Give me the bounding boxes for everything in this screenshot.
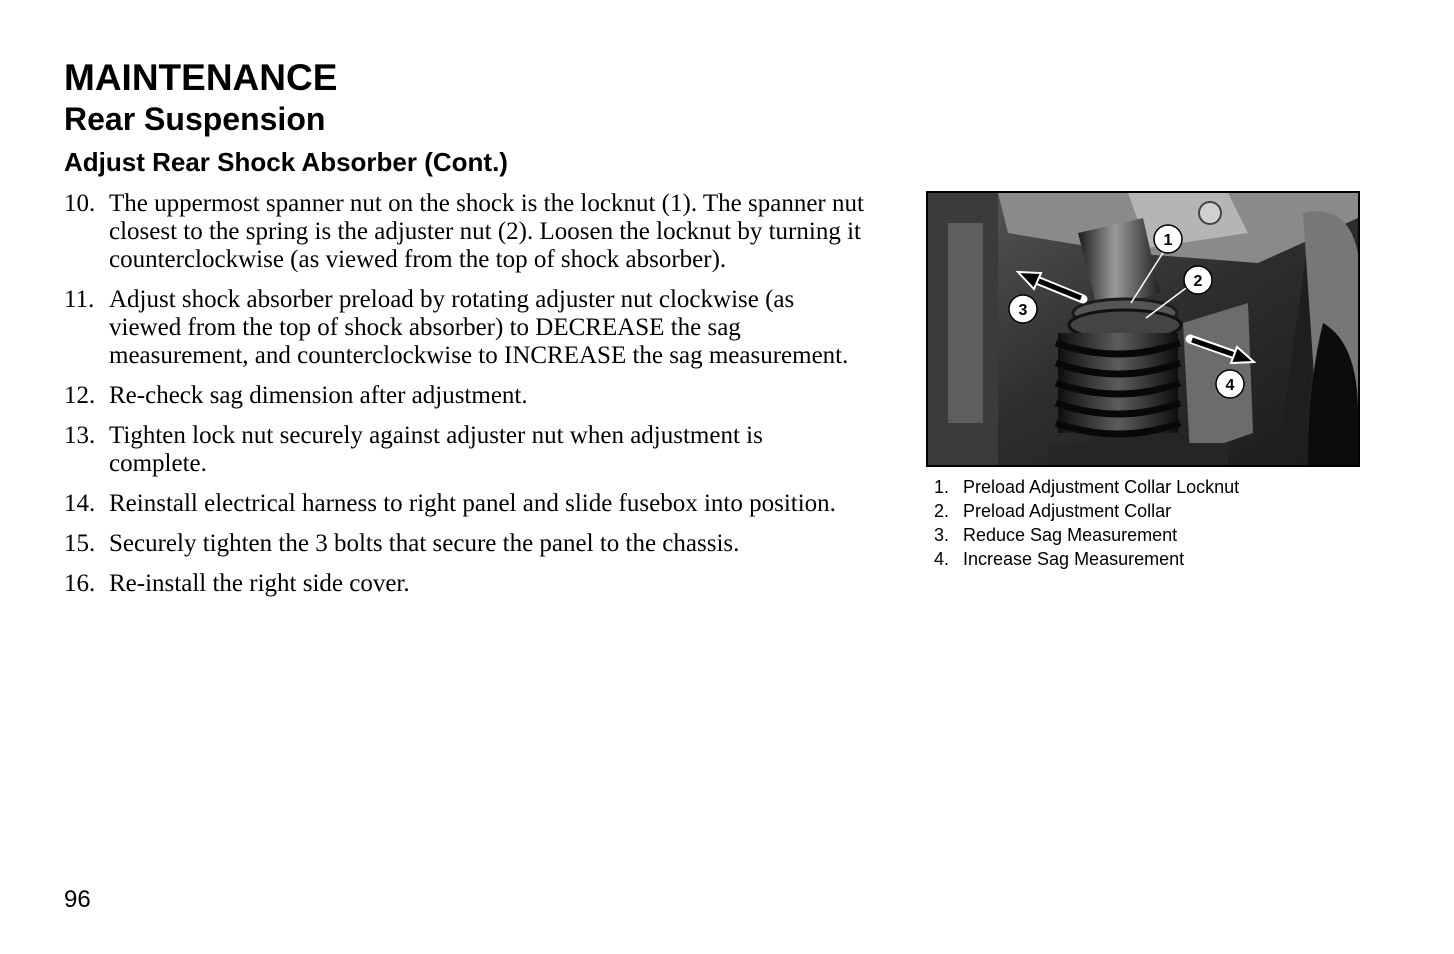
- step-item: [64, 286, 864, 370]
- legend-item: [934, 499, 1239, 523]
- legend-number: 2.: [934, 501, 950, 521]
- shock-absorber-photo: [926, 191, 1360, 467]
- subsection-title: Rear Suspension: [64, 101, 326, 137]
- step-number: 15.: [64, 530, 96, 557]
- callout-2-label: 2: [1193, 273, 1203, 290]
- legend-item: [934, 523, 1239, 547]
- callout-3: [1009, 295, 1037, 323]
- legend-number: 1.: [934, 477, 950, 497]
- left-bracket: [948, 223, 983, 423]
- lower-mount: [1048, 443, 1228, 465]
- section-title: MAINTENANCE: [64, 57, 338, 98]
- callout-1: [1154, 225, 1182, 253]
- step-text: Reinstall electrical harness to right panel and slide fusebox into position.: [109, 490, 836, 517]
- step-text: The uppermost spanner nut on the shock is the locknut (1). The spanner nut closest to the spring is the adjuster nut (2). Loosen the locknut by turning it counterclockwise (as viewed from the top of shock absorber).: [109, 190, 864, 273]
- step-number: 12.: [64, 382, 96, 409]
- legend-number: 3.: [934, 525, 950, 545]
- step-number: 11.: [64, 286, 95, 313]
- legend-text: Increase Sag Measurement: [963, 549, 1185, 569]
- callout-4: [1216, 370, 1244, 398]
- callout-3-label: 3: [1018, 302, 1028, 319]
- step-number: 10.: [64, 190, 96, 217]
- step-number: 13.: [64, 422, 96, 449]
- step-text: Adjust shock absorber preload by rotating adjuster nut clockwise (as viewed from the top of shock absorber) to DECREASE the sag measurement, and counterclockwise to INCREASE the sag measurement.: [109, 286, 849, 369]
- callout-1-label: 1: [1163, 232, 1173, 249]
- legend-number: 4.: [934, 549, 950, 569]
- step-item: [64, 570, 864, 598]
- step-text: Re-check sag dimension after adjustment.: [109, 382, 528, 409]
- step-item: [64, 382, 864, 410]
- step-text: Re-install the right side cover.: [109, 570, 410, 597]
- topic-title: Adjust Rear Shock Absorber (Cont.): [64, 147, 508, 177]
- instruction-steps: [64, 190, 864, 610]
- callout-4-label: 4: [1225, 377, 1235, 394]
- step-item: [64, 422, 864, 478]
- step-number: 16.: [64, 570, 96, 597]
- callout-2: [1184, 266, 1212, 294]
- step-text: Tighten lock nut securely against adjuster nut when adjustment is complete.: [109, 422, 763, 477]
- legend-item: [934, 475, 1239, 499]
- legend-item: [934, 547, 1239, 571]
- step-text: Securely tighten the 3 bolts that secure the panel to the chassis.: [109, 530, 740, 557]
- step-number: 14.: [64, 490, 96, 517]
- legend-text: Preload Adjustment Collar: [963, 501, 1172, 521]
- legend-text: Preload Adjustment Collar Locknut: [963, 477, 1240, 497]
- figure-legend: [934, 475, 1239, 571]
- step-item: [64, 490, 864, 518]
- step-item: [64, 530, 864, 558]
- legend-text: Reduce Sag Measurement: [963, 525, 1178, 545]
- mount-bolt: [1199, 202, 1221, 224]
- shock-absorber-illustration: [928, 193, 1358, 465]
- step-item: [64, 190, 864, 274]
- page-number: 96: [64, 886, 91, 913]
